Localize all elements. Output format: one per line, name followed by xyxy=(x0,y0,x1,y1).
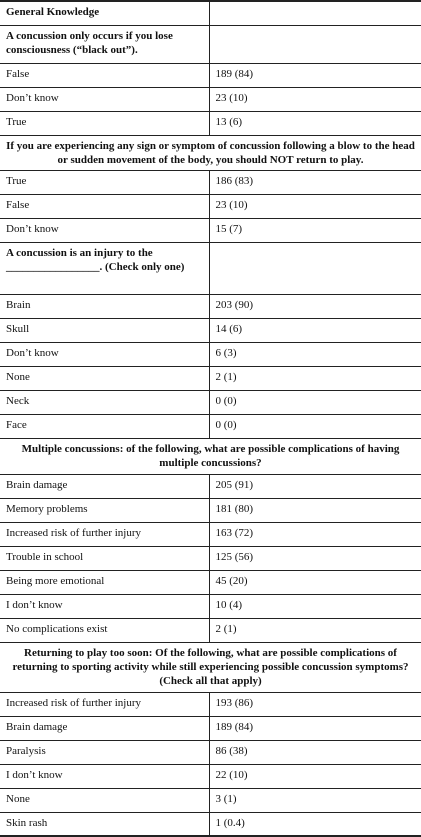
table-row xyxy=(0,170,421,194)
answer-value: 189 (84) xyxy=(209,63,421,87)
question-text: Returning to play too soon: Of the following, what are possible complications of returning to sporting activity while still experiencing possible concussion symptoms? (Check all that apply) xyxy=(12,646,409,687)
table-row xyxy=(0,366,421,390)
table-row xyxy=(0,390,421,414)
table-row xyxy=(0,546,421,570)
answer-label: Don’t know xyxy=(6,91,59,104)
answer-label: Increased risk of further injury xyxy=(6,526,142,539)
answer-value: 181 (80) xyxy=(209,498,421,522)
answer-label: False xyxy=(6,67,30,80)
answer-label: I don’t know xyxy=(6,768,63,781)
answer-value: 13 (6) xyxy=(209,111,421,135)
table-row xyxy=(0,692,421,716)
answer-value: 2 (1) xyxy=(209,366,421,390)
answer-label: Paralysis xyxy=(6,744,46,757)
answer-label: Brain xyxy=(6,298,31,311)
table-row xyxy=(0,342,421,366)
answer-value: 45 (20) xyxy=(209,570,421,594)
question-row xyxy=(0,242,421,294)
answer-value: 163 (72) xyxy=(209,522,421,546)
table-row xyxy=(0,111,421,135)
table-row xyxy=(0,414,421,438)
answer-label: Face xyxy=(6,418,27,431)
answer-label: No complications exist xyxy=(6,622,108,635)
answer-label: Skin rash xyxy=(6,816,48,829)
table-row xyxy=(0,618,421,642)
question-row xyxy=(0,642,421,692)
question-row xyxy=(0,438,421,474)
answer-value: 1 (0.4) xyxy=(209,812,421,836)
table-row xyxy=(0,194,421,218)
answer-label: Don’t know xyxy=(6,346,59,359)
answer-value: 205 (91) xyxy=(209,474,421,498)
answer-label: True xyxy=(6,115,27,128)
answer-value: 86 (38) xyxy=(209,740,421,764)
table-row xyxy=(0,522,421,546)
table-row xyxy=(0,498,421,522)
answer-value: 0 (0) xyxy=(209,390,421,414)
answer-value: 23 (10) xyxy=(209,87,421,111)
table-row xyxy=(0,570,421,594)
answer-label: Skull xyxy=(6,322,30,335)
answer-value: 203 (90) xyxy=(209,294,421,318)
table-row xyxy=(0,764,421,788)
table-row xyxy=(0,812,421,836)
answer-value: 6 (3) xyxy=(209,342,421,366)
answer-value: 0 (0) xyxy=(209,414,421,438)
table-row xyxy=(0,318,421,342)
answer-value: 125 (56) xyxy=(209,546,421,570)
question-row xyxy=(0,135,421,170)
table-row xyxy=(0,87,421,111)
answer-value: 193 (86) xyxy=(209,692,421,716)
section-header-row xyxy=(0,1,421,25)
answer-value: 189 (84) xyxy=(209,716,421,740)
answer-label: Increased risk of further injury xyxy=(6,696,142,709)
answer-label: Neck xyxy=(6,394,30,407)
answer-value: 15 (7) xyxy=(209,218,421,242)
answer-label: I don’t know xyxy=(6,598,63,611)
table-row xyxy=(0,594,421,618)
answer-value: 3 (1) xyxy=(209,788,421,812)
answer-label: Brain damage xyxy=(6,720,68,733)
answer-value: 10 (4) xyxy=(209,594,421,618)
question-row xyxy=(0,25,421,63)
table-row xyxy=(0,474,421,498)
answer-label: True xyxy=(6,174,27,187)
answer-value: 23 (10) xyxy=(209,194,421,218)
table-row xyxy=(0,218,421,242)
answer-value: 14 (6) xyxy=(209,318,421,342)
answer-label: False xyxy=(6,198,30,211)
answer-label: Memory problems xyxy=(6,502,88,515)
question-text: A concussion only occurs if you lose consciousness (“black out”). xyxy=(6,29,173,56)
answer-value: 2 (1) xyxy=(209,618,421,642)
question-text: If you are experiencing any sign or symptom of concussion following a blow to the head or sudden movement of the body, you should NOT return to play. xyxy=(6,139,415,166)
table-row xyxy=(0,294,421,318)
answer-label: Being more emotional xyxy=(6,574,105,587)
question-text: Multiple concussions: of the following, what are possible complications of having multiple concussions? xyxy=(21,442,400,469)
table-row xyxy=(0,788,421,812)
answer-label: None xyxy=(6,370,30,383)
question-text: A concussion is an injury to the _________________. (Check only one) xyxy=(6,246,185,273)
answer-label: Brain damage xyxy=(6,478,68,491)
answer-value: 22 (10) xyxy=(209,764,421,788)
table-row xyxy=(0,716,421,740)
table-row xyxy=(0,63,421,87)
answer-label: Trouble in school xyxy=(6,550,84,563)
answer-label: None xyxy=(6,792,30,805)
section-title: General Knowledge xyxy=(6,6,100,18)
answer-value: 186 (83) xyxy=(209,170,421,194)
table-row xyxy=(0,740,421,764)
answer-label: Don’t know xyxy=(6,222,59,235)
